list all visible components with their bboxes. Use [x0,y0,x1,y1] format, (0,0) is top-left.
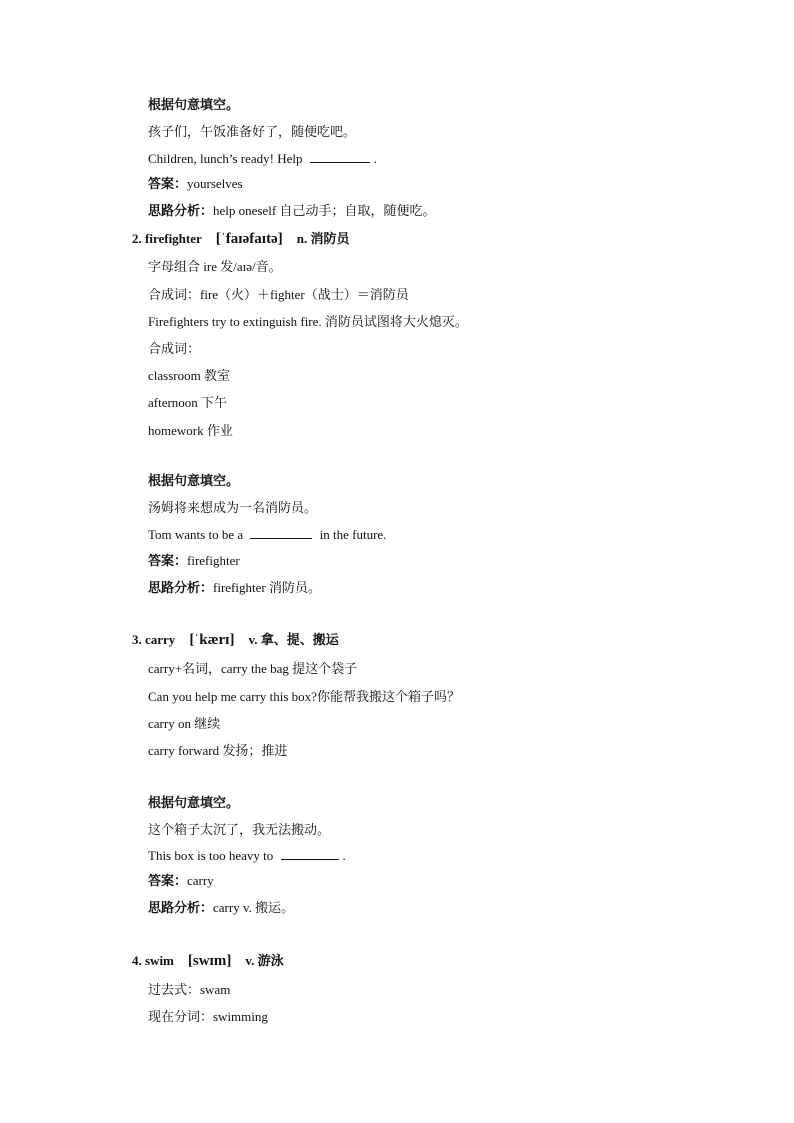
analysis-label: 思路分析： [148,203,214,218]
word-title: 2. firefighter [132,231,202,246]
phrase: carry forward 发扬；推进 [148,743,288,758]
answer-value: firefighter [187,553,240,568]
word-phonetic: [ˈkærɪ] [189,632,235,648]
answer-blank [281,847,339,860]
word-heading [132,630,339,650]
answer-blank [310,150,370,163]
word-part-of-speech: v. 拿、提、搬运 [248,632,339,647]
word-heading [132,951,284,971]
answer-label: 答案： [148,176,188,191]
word-title: 4. swim [132,953,174,968]
phrase: carry on 继续 [148,716,221,731]
word-example: Firefighters try to extinguish fire. 消防员试图将大火熄灭。 [148,314,468,329]
answer-label: 答案： [148,553,188,568]
sentence-after-blank: in the future. [319,527,387,542]
compound-word: classroom 教室 [148,368,230,383]
word-example: Can you help me carry this box?你能帮我搬这个箱子吗？ [148,689,460,704]
sentence-before-blank: Tom wants to be a [148,527,244,542]
word-form: 过去式：swam [148,982,231,997]
exercise-english-sentence [148,847,346,865]
answer-line [148,175,243,193]
exercise-chinese-sentence: 这个箱子太沉了，我无法搬动。 [148,822,331,837]
exercise-english-sentence [148,526,386,544]
answer-value: yourselves [187,176,243,191]
word-note: 合成词： [148,341,201,356]
sentence-before-blank: This box is too heavy to [148,848,274,863]
answer-line [148,552,240,570]
word-phonetic: [ˈfaɪəfaɪtə] [215,231,283,247]
analysis-line [148,899,294,917]
word-form: 现在分词：swimming [148,1009,268,1024]
exercise-chinese-sentence: 孩子们，午饭准备好了，随便吃吧。 [148,124,357,139]
sentence-before-blank: Children, lunch’s ready! Help [148,151,303,166]
analysis-label: 思路分析： [148,580,214,595]
exercise-english-sentence [148,150,377,168]
fill-in-heading: 根据句意填空。 [148,473,240,488]
sentence-after-blank: . [342,848,346,863]
analysis-value: firefighter 消防员。 [213,580,321,595]
analysis-value: carry v. 搬运。 [213,900,295,915]
word-note: 合成词：fire（火）＋fighter（战士）＝消防员 [148,287,409,302]
sentence-after-blank: . [373,151,378,166]
word-phonetic: [swɪm] [187,953,232,969]
word-part-of-speech: v. 游泳 [245,953,284,968]
word-note: carry+名词，carry the bag 提这个袋子 [148,661,358,676]
word-title: 3. carry [132,632,176,647]
word-heading [132,229,349,249]
answer-line [148,872,214,890]
analysis-line [148,579,321,597]
compound-word: homework 作业 [148,423,233,438]
analysis-line [148,202,435,220]
word-part-of-speech: n. 消防员 [296,231,350,246]
answer-value: carry [187,873,214,888]
fill-in-heading: 根据句意填空。 [148,795,240,810]
answer-label: 答案： [148,873,188,888]
answer-blank [250,526,312,539]
analysis-value: help oneself 自己动手；自取，随便吃。 [213,203,436,218]
compound-word: afternoon 下午 [148,395,228,410]
exercise-chinese-sentence: 汤姆将来想成为一名消防员。 [148,500,318,515]
analysis-label: 思路分析： [148,900,214,915]
fill-in-heading: 根据句意填空。 [148,97,240,112]
word-note: 字母组合 ire 发/aɪə/音。 [148,259,282,274]
